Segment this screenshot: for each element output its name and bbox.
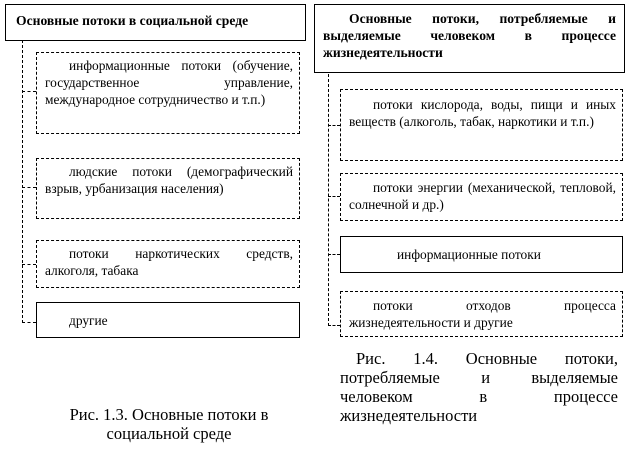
left-connector-trunk xyxy=(22,40,23,323)
right-connector-branch xyxy=(328,196,340,197)
right-item-text: потоки отходов процесса жизнедеятельности и другие xyxy=(349,298,616,330)
right-connector-trunk xyxy=(328,74,329,326)
right-connector-branch xyxy=(328,125,340,126)
left-item-box xyxy=(36,302,300,338)
right-connector-branch xyxy=(328,325,340,326)
left-item-text: информационные потоки (обучение, государственное управление, международное сотрудничество и т.п.) xyxy=(45,58,293,107)
left-caption xyxy=(44,405,294,443)
right-item-text: потоки энергии (механической, тепловой, солнечной и др.) xyxy=(349,180,616,212)
left-item-box xyxy=(36,52,300,134)
right-item-box xyxy=(340,173,623,221)
right-item-box xyxy=(340,236,623,273)
right-item-box xyxy=(340,291,623,337)
right-title: Основные потоки, потребляемые и выделяемые человеком в процессе жизнедеятельности xyxy=(323,11,616,60)
left-caption-text: Рис. 1.3. Основные потоки в социальной среде xyxy=(69,405,269,443)
left-title-box xyxy=(5,4,306,41)
right-caption xyxy=(340,349,618,425)
left-connector-branch xyxy=(22,264,36,265)
right-caption-text: Рис. 1.4. Основные потоки, потребляемые и выделяемые человеком в процессе жизнедеятельности xyxy=(340,349,618,425)
left-item-text: людские потоки (демографический взрыв, урбанизация населения) xyxy=(45,164,293,196)
left-connector-branch xyxy=(22,322,36,323)
left-connector-branch xyxy=(22,91,36,92)
left-item-text: потоки наркотических средств, алкоголя, табака xyxy=(45,246,293,278)
left-connector-branch xyxy=(22,187,36,188)
left-item-box xyxy=(36,240,300,288)
left-title: Основные потоки в социальной среде xyxy=(16,13,249,28)
left-item-text: другие xyxy=(69,313,108,328)
right-item-text: потоки кислорода, воды, пищи и иных веществ (алкоголь, табак, наркотики и т.п.) xyxy=(349,97,616,129)
right-title-box xyxy=(314,4,625,73)
left-item-box xyxy=(36,158,300,219)
right-connector-branch xyxy=(328,254,340,255)
right-item-box xyxy=(340,89,623,161)
right-item-text: информационные потоки xyxy=(397,247,541,262)
